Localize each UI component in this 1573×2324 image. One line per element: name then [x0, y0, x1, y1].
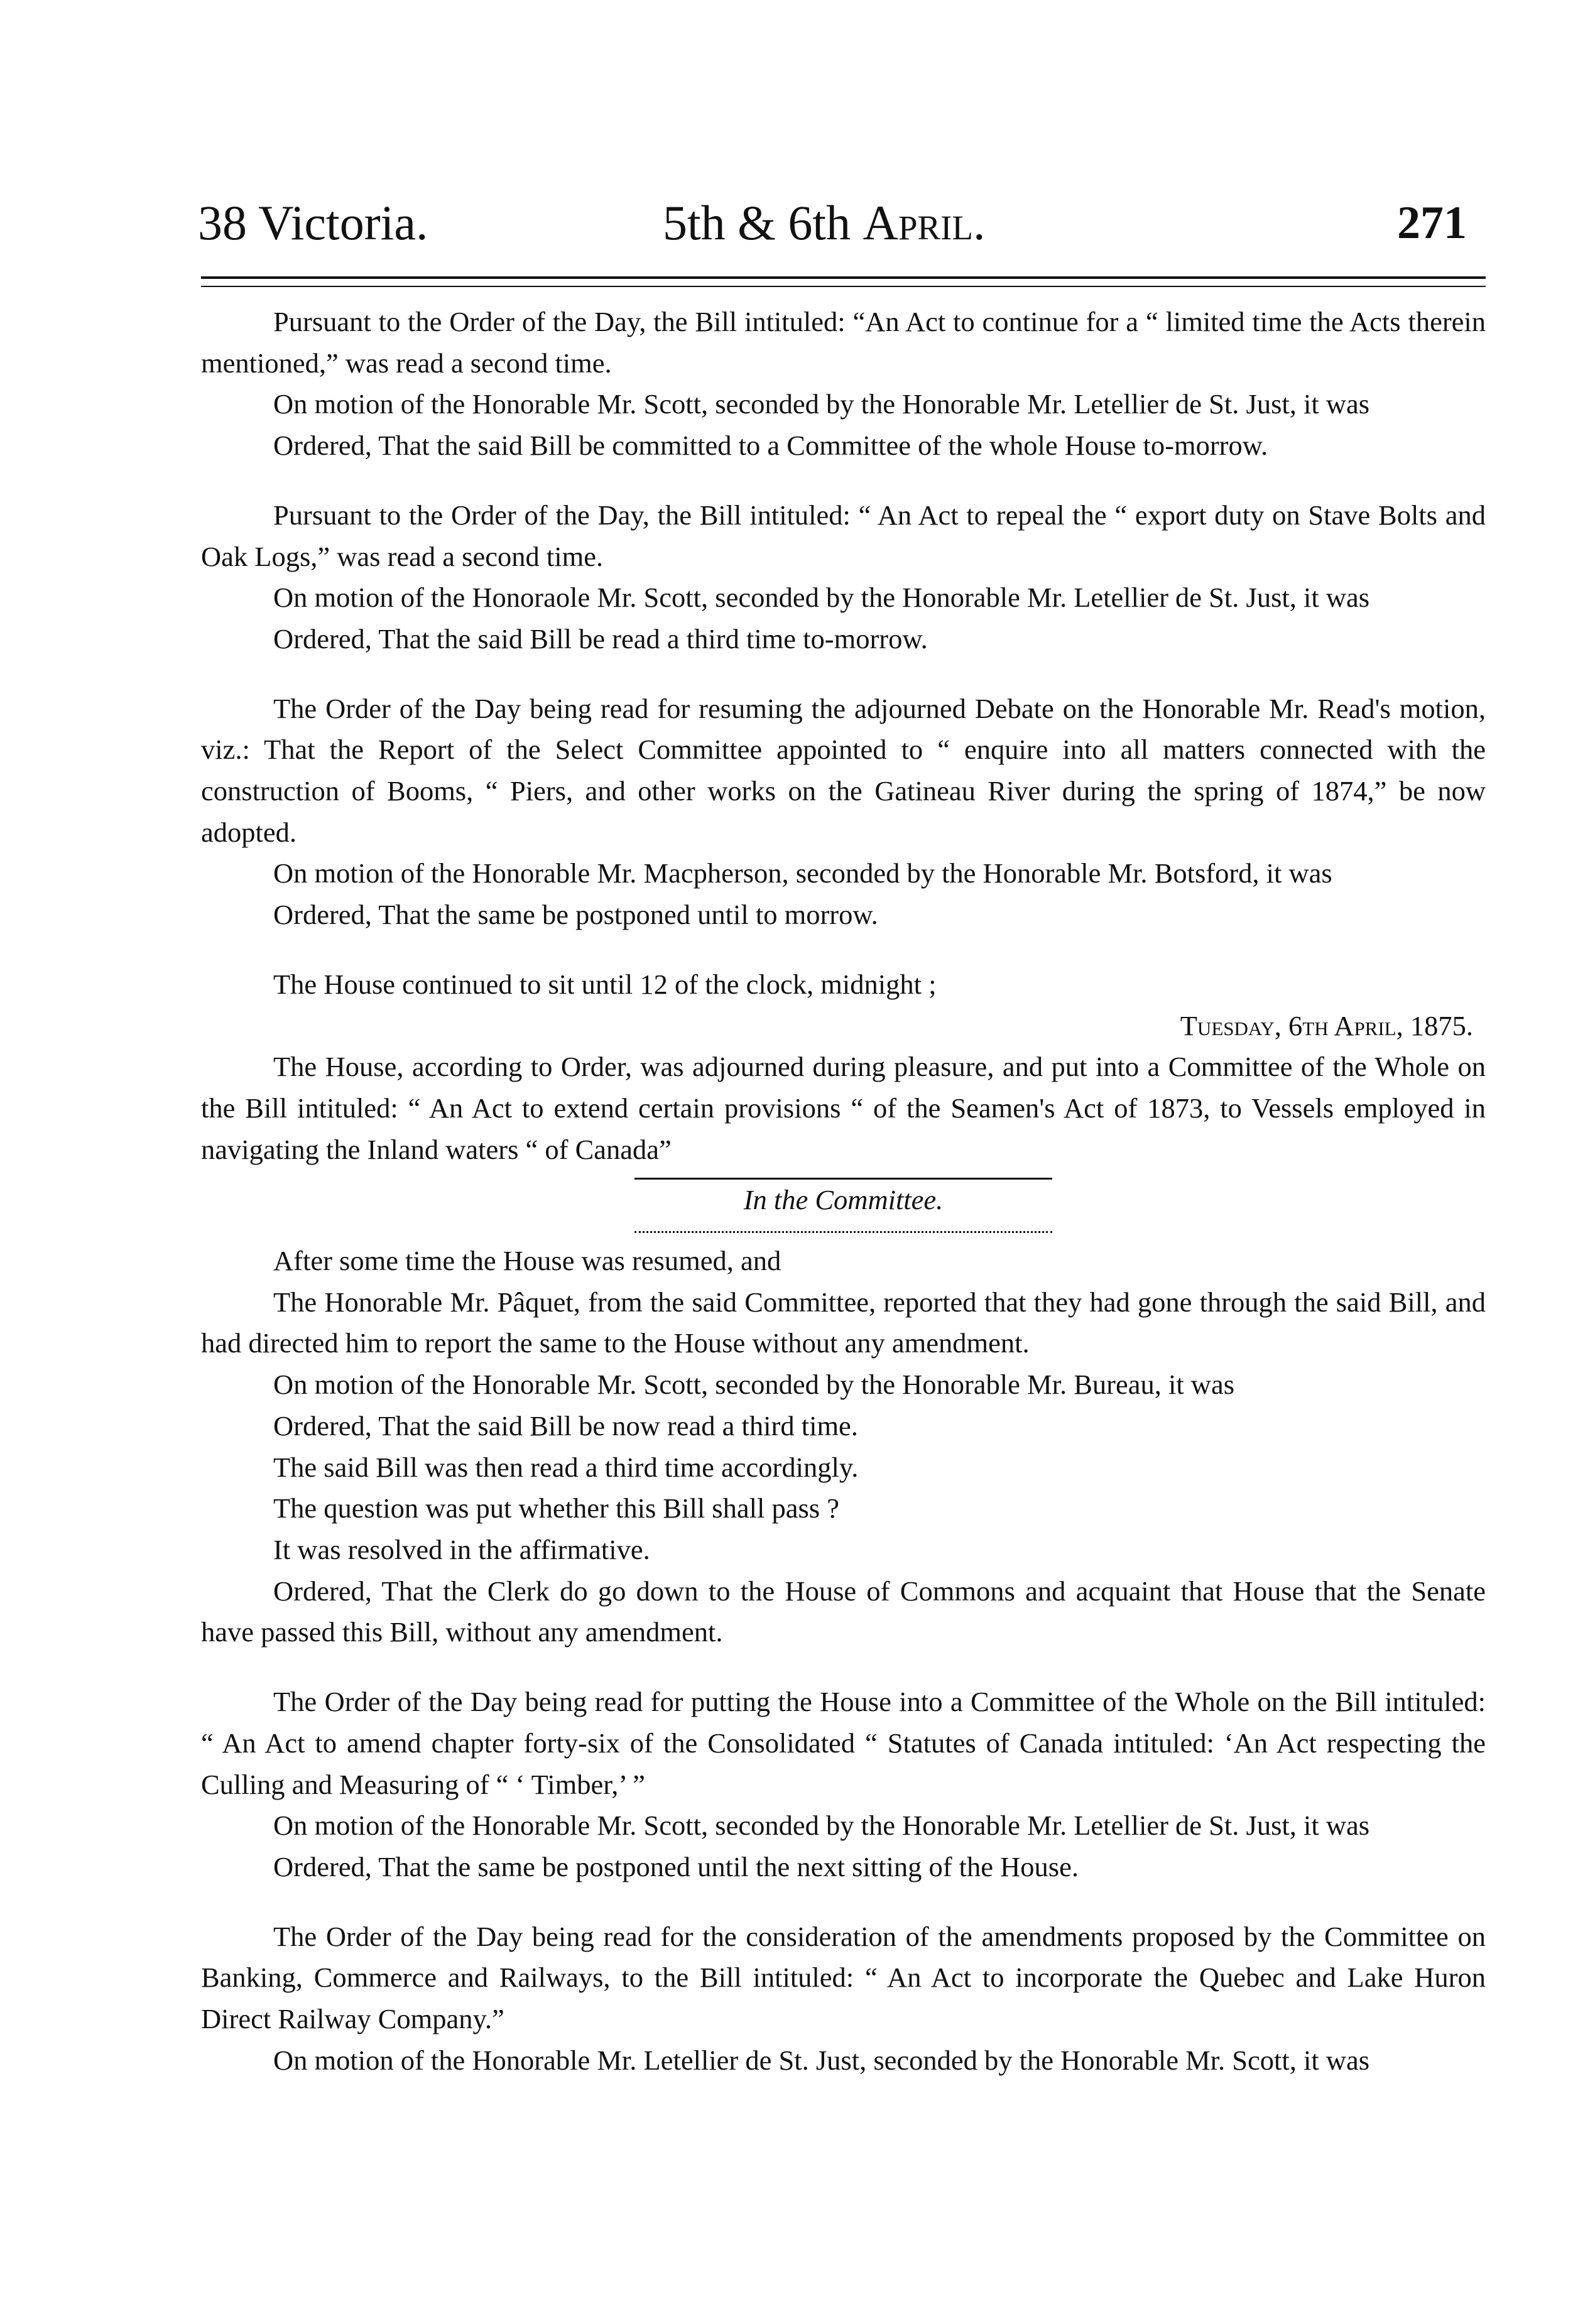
paragraph-ordered-clerk: Ordered, That the Clerk do go down to the House of Commons and acquaint that House that the Senate have passed this Bill, without any amendment. — [201, 1575, 1486, 1648]
date-heading — [663, 188, 986, 258]
date-line: Tuesday, 6th April, 1875. — [1180, 1009, 1473, 1041]
paragraph-motion-letellier: On motion of the Honorable Mr. Letellier de St. Just, seconded by the Honorable Mr. Scott, it was — [273, 2044, 1370, 2076]
page-header — [198, 188, 1486, 258]
paragraph-ordered-third-reading: Ordered, That the said Bill be read a third time to-morrow. — [273, 622, 928, 654]
paragraph-resolved-affirmative: It was resolved in the affirmative. — [273, 1533, 650, 1565]
paragraph-culling-timber: The Order of the Day being read for putting the House into a Committee of the Whole on the Bill intituled: “ An Act to amend chapter forty-six of the Consolidated “ Statutes of Canada intituled: ‘An Act respecting the Culling and Measuring of “ ‘ Timber,’ ” — [201, 1686, 1486, 1800]
paragraph-motion-scott-bureau: On motion of the Honorable Mr. Scott, seconded by the Honorable Mr. Bureau, it was — [273, 1369, 1235, 1401]
header-rule-thick — [201, 276, 1486, 279]
header-rule-thin — [201, 286, 1486, 287]
committee-rule-bottom — [634, 1231, 1052, 1233]
date-heading-prefix: 5th & 6th — [663, 195, 863, 250]
paragraph-ordered-postponed: Ordered, That the same be postponed until to morrow. — [273, 899, 878, 931]
paragraph-bill-limited-time: Pursuant to the Order of the Day, the Bill intituled: “An Act to continue for a “ limited time the Acts therein mentioned,” was read a second time. — [201, 306, 1486, 379]
paragraph-motion-macpherson: On motion of the Honorable Mr. Macpherson, seconded by the Honorable Mr. Botsford, it was — [273, 857, 1332, 889]
session-label: 38 Victoria. — [198, 195, 428, 250]
paragraph-ordered-read-now: Ordered, That the said Bill be now read a third time. — [273, 1409, 858, 1442]
journal-body — [201, 301, 1486, 2081]
paragraph-ordered-next-sitting: Ordered, That the same be postponed until the next sitting of the House. — [273, 1850, 1079, 1882]
committee-heading: In the Committee. — [743, 1184, 944, 1216]
paragraph-question-put: The question was put whether this Bill shall pass ? — [273, 1492, 839, 1524]
paragraph-debate-booms: The Order of the Day being read for resuming the adjourned Debate on the Honorable Mr. Read's motion, viz.: That the Report of the Select Committee appointed to “ enquire into all matters connected with the construction of Booms, “ Piers, and other works on the Gatineau River during the spring of 1874,” be now adopted. — [201, 692, 1486, 848]
paragraph-read-third-time: The said Bill was then read a third time accordingly. — [273, 1451, 859, 1483]
paragraph-quebec-railway: The Order of the Day being read for the consideration of the amendments proposed by the Committee on Banking, Commerce and Railways, to the Bill intituled: “ An Act to incorporate the Quebec and Lake Huron Direct Railway Company.” — [201, 1920, 1486, 2035]
page-number: 271 — [1397, 197, 1467, 249]
paragraph-ordered-committee: Ordered, That the said Bill be committed to a Committee of the whole House to-morrow. — [273, 430, 1268, 462]
paragraph-paquet-report: The Honorable Mr. Pâquet, from the said Committee, reported that they had gone through the said Bill, and had directed him to report the same to the House without any amendment. — [201, 1286, 1486, 1359]
paragraph-motion-scott-3: On motion of the Honorable Mr. Scott, seconded by the Honorable Mr. Letellier de St. Just, it was — [273, 1810, 1370, 1842]
paragraph-bill-export-duty: Pursuant to the Order of the Day, the Bill intituled: “ An Act to repeal the “ export duty on Stave Bolts and Oak Logs,” was read a second time. — [201, 499, 1486, 572]
paragraph-motion-scott-1: On motion of the Honorable Mr. Scott, seconded by the Honorable Mr. Letellier de St. Just, it was — [273, 388, 1370, 420]
paragraph-seamens-act: The House, according to Order, was adjourned during pleasure, and put into a Committee of the Whole on the Bill intituled: “ An Act to extend certain provisions “ of the Seamen's Act of 1873, to Vessels employed in navigating the Inland waters “ of Canada” — [201, 1051, 1486, 1165]
paragraph-motion-scott-2: On motion of the Honoraole Mr. Scott, seconded by the Honorable Mr. Letellier de St. Just, it was — [273, 582, 1370, 614]
paragraph-house-sat-until: The House continued to sit until 12 of the clock, midnight ; — [273, 968, 937, 1000]
date-heading-month: April. — [863, 195, 986, 250]
paragraph-house-resumed: After some time the House was resumed, and — [273, 1245, 781, 1277]
